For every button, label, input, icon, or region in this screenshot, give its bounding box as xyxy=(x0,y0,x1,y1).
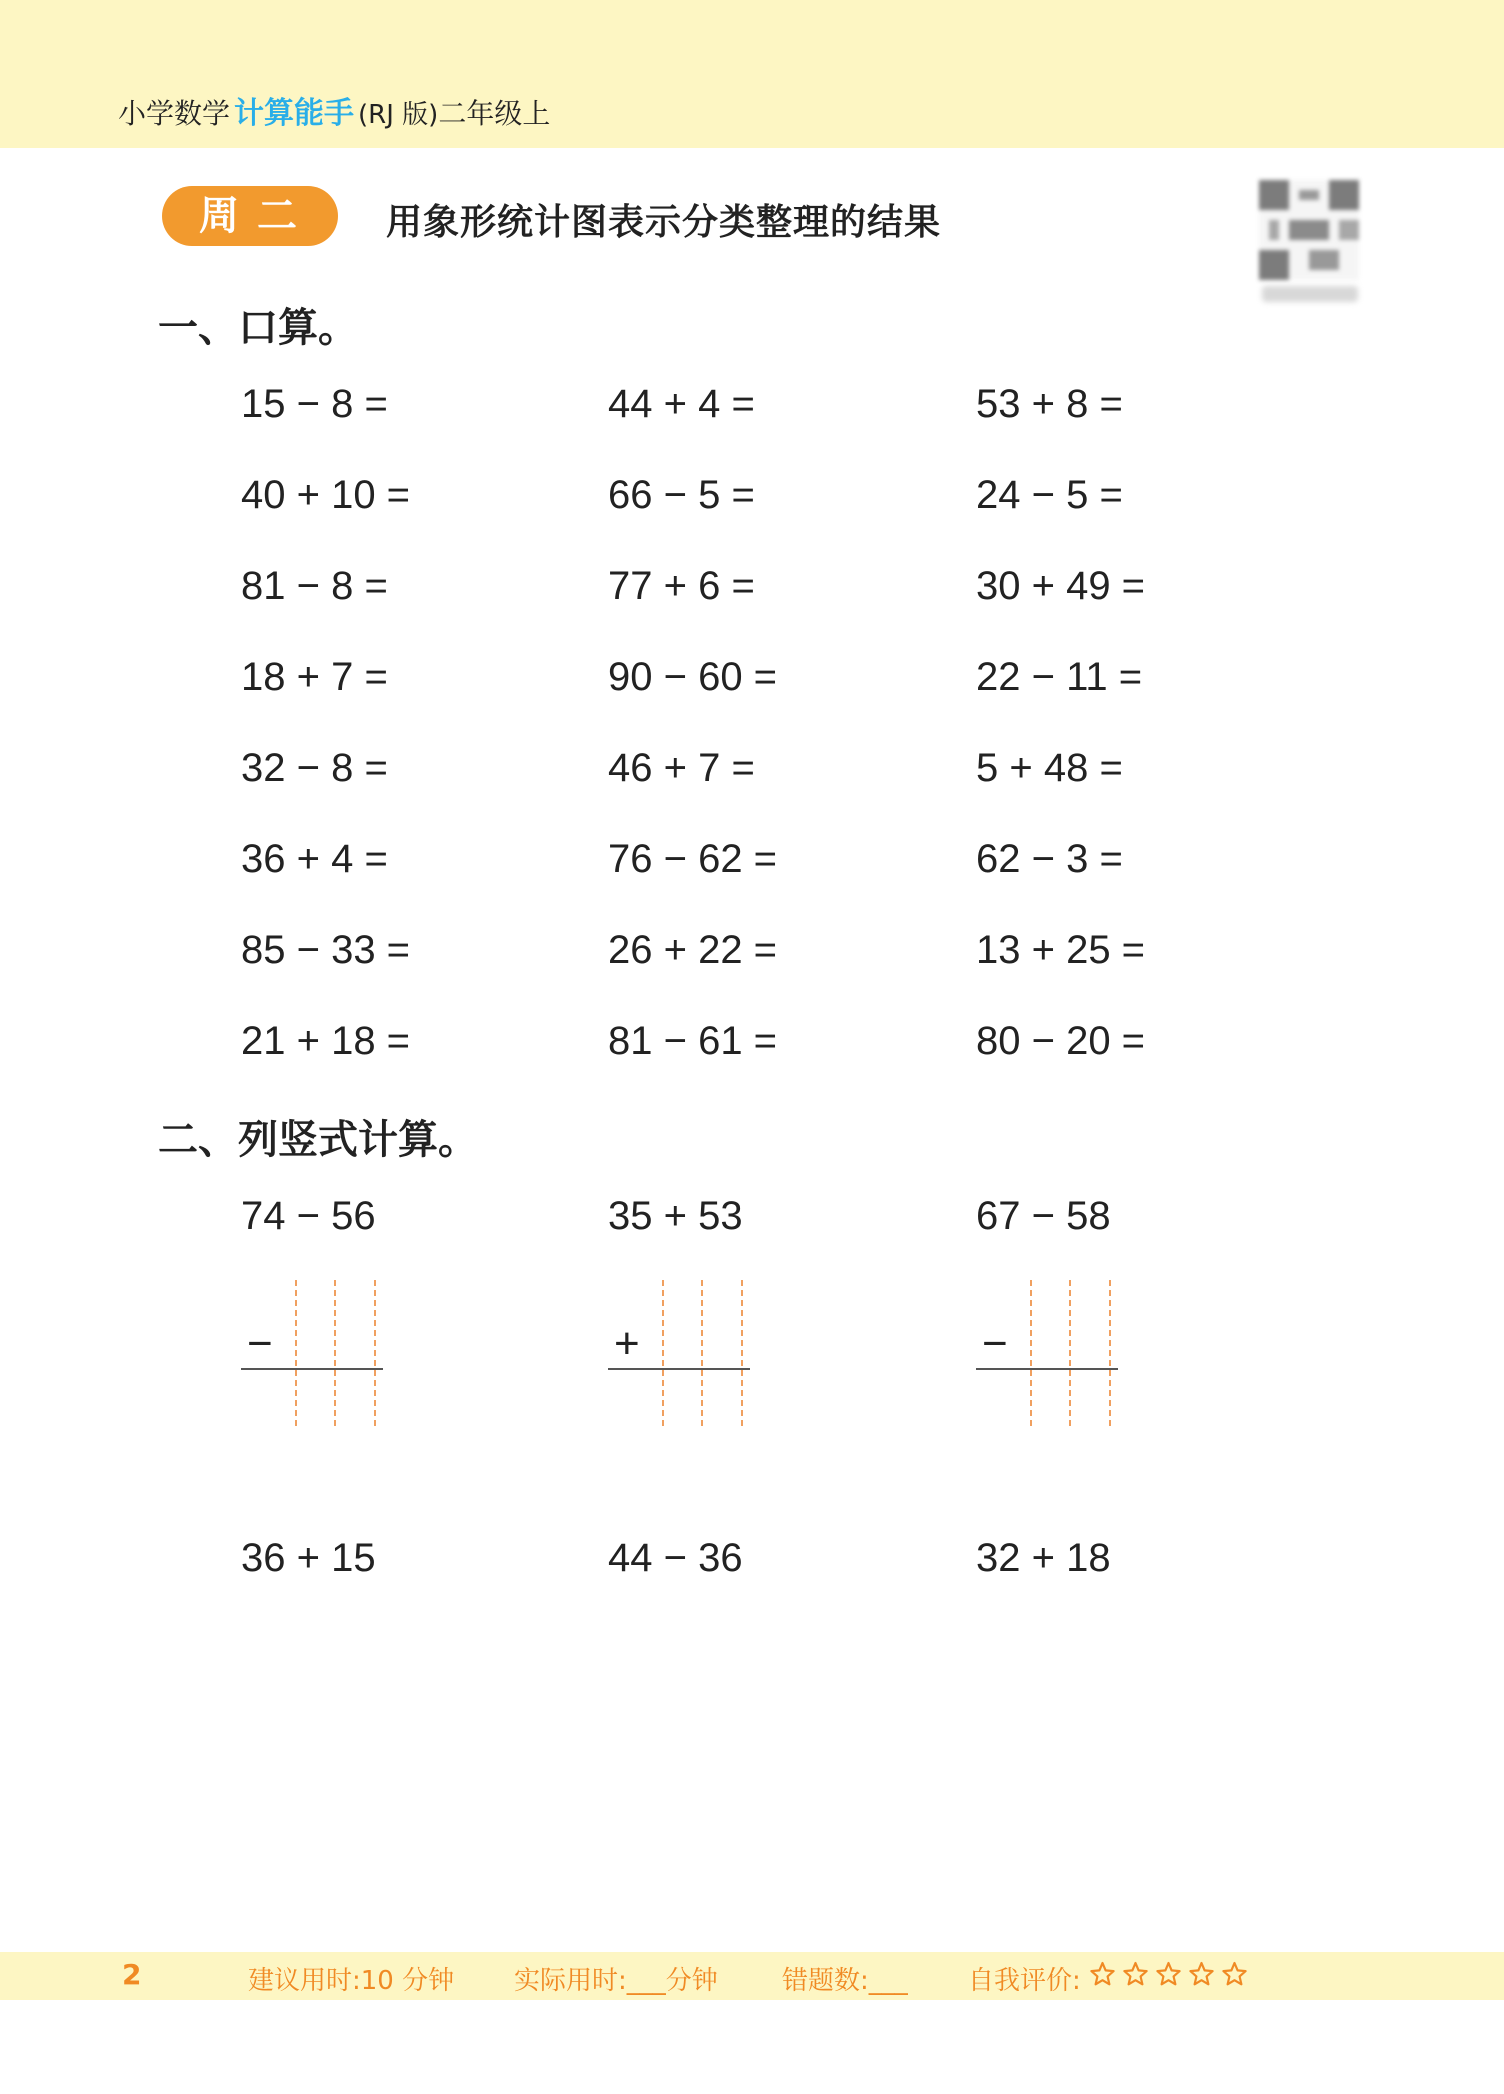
digit-guide xyxy=(741,1280,743,1426)
star-icon[interactable] xyxy=(1121,1960,1150,1989)
oral-problem: 32 − 8 = xyxy=(241,746,388,790)
digit-guide xyxy=(1030,1280,1032,1426)
oral-problem: 44 + 4 = xyxy=(608,382,755,426)
book-brand: 计算能手 xyxy=(234,96,355,131)
digit-guide xyxy=(1109,1280,1111,1426)
section2-title: 二、列竖式计算。 xyxy=(158,1117,478,1163)
oral-problem: 46 + 7 = xyxy=(608,746,755,790)
suggested-time: 建议用时:10 分钟 xyxy=(248,1966,455,1996)
vertical-problem-1: 74 − 56 xyxy=(241,1194,376,1238)
oral-problem: 13 + 25 = xyxy=(976,928,1146,972)
page-number: 2 xyxy=(122,1958,142,1991)
qr-code-icon[interactable] xyxy=(1258,180,1360,280)
minus-sign: − xyxy=(247,1319,273,1368)
oral-problem: 81 − 8 = xyxy=(241,564,388,608)
oral-problem: 81 − 61 = xyxy=(608,1019,778,1063)
oral-problem: 5 + 48 = xyxy=(976,746,1123,790)
self-eval-label: 自我评价: xyxy=(968,1966,1081,1996)
answer-line xyxy=(976,1368,1118,1370)
footer-band xyxy=(0,1952,1504,2000)
oral-problem: 76 − 62 = xyxy=(608,837,778,881)
oral-problem: 77 + 6 = xyxy=(608,564,755,608)
star-icon[interactable] xyxy=(1088,1960,1117,1989)
oral-problem: 22 − 11 = xyxy=(976,655,1143,699)
star-icon[interactable] xyxy=(1187,1960,1216,1989)
plus-sign: + xyxy=(614,1319,640,1368)
oral-problem: 26 + 22 = xyxy=(608,928,778,972)
minus-sign: − xyxy=(982,1319,1008,1368)
qr-caption-blur xyxy=(1262,286,1358,302)
book-grade: 二年级上 xyxy=(438,97,551,130)
oral-problem: 18 + 7 = xyxy=(241,655,388,699)
digit-guide xyxy=(374,1280,376,1426)
book-title-prefix: 小学数学 xyxy=(118,97,231,130)
digit-guide xyxy=(701,1280,703,1426)
book-edition: (RJ 版) xyxy=(358,100,439,130)
star-icon[interactable] xyxy=(1220,1960,1249,1989)
section1-title: 一、口算。 xyxy=(158,305,358,351)
oral-problem: 36 + 4 = xyxy=(241,837,388,881)
oral-problem: 30 + 49 = xyxy=(976,564,1146,608)
oral-problem: 53 + 8 = xyxy=(976,382,1123,426)
digit-guide xyxy=(334,1280,336,1426)
vertical-problem-2: 35 + 53 xyxy=(608,1194,743,1238)
oral-problem: 24 − 5 = xyxy=(976,473,1123,517)
digit-guide xyxy=(1069,1280,1071,1426)
oral-problem: 15 − 8 = xyxy=(241,382,388,426)
answer-line xyxy=(608,1368,750,1370)
vertical-work-area-2[interactable] xyxy=(608,1280,758,1430)
vertical-problem-4: 36 + 15 xyxy=(241,1536,376,1580)
vertical-problem-6: 32 + 18 xyxy=(976,1536,1111,1580)
oral-problem: 80 − 20 = xyxy=(976,1019,1146,1063)
lesson-title: 用象形统计图表示分类整理的结果 xyxy=(386,202,942,243)
vertical-work-area-1[interactable] xyxy=(241,1280,391,1430)
vertical-problem-3: 67 − 58 xyxy=(976,1194,1111,1238)
book-title xyxy=(118,88,550,132)
self-eval-stars[interactable] xyxy=(1088,1960,1249,1990)
digit-guide xyxy=(662,1280,664,1426)
error-count-field[interactable]: 错题数:___ xyxy=(782,1966,908,1996)
day-badge: 周二 xyxy=(162,186,338,246)
oral-problem: 90 − 60 = xyxy=(608,655,778,699)
oral-problem: 62 − 3 = xyxy=(976,837,1123,881)
star-icon[interactable] xyxy=(1154,1960,1183,1989)
actual-time-field[interactable]: 实际用时:___分钟 xyxy=(514,1966,718,1996)
oral-problem: 85 − 33 = xyxy=(241,928,411,972)
digit-guide xyxy=(295,1280,297,1426)
oral-problem: 66 − 5 = xyxy=(608,473,755,517)
vertical-work-area-3[interactable] xyxy=(976,1280,1126,1430)
answer-line xyxy=(241,1368,383,1370)
vertical-problem-5: 44 − 36 xyxy=(608,1536,743,1580)
oral-problem: 21 + 18 = xyxy=(241,1019,411,1063)
oral-problem: 40 + 10 = xyxy=(241,473,411,517)
